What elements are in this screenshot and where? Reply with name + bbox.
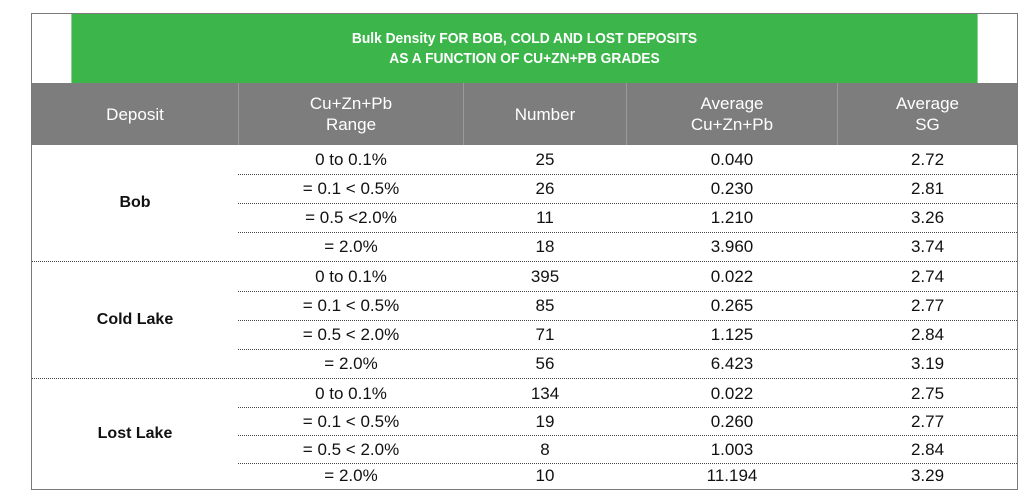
table-row bbox=[32, 379, 1017, 408]
header-average-grade-line-1: Average bbox=[700, 94, 764, 113]
header-average-grade-line-2: Cu+Zn+Pb bbox=[690, 115, 774, 134]
header-range-line-1: Cu+Zn+Pb bbox=[309, 94, 393, 113]
average-sg-cell: 2.74 bbox=[910, 266, 945, 286]
table-row bbox=[32, 291, 1017, 320]
header-average-sg-line-2: SG bbox=[915, 115, 940, 134]
number-cell: 10 bbox=[535, 466, 555, 485]
average-sg-cell: 2.75 bbox=[910, 383, 945, 403]
average-grade-cell: 1.125 bbox=[710, 324, 754, 344]
average-grade-cell: 0.230 bbox=[710, 178, 754, 198]
average-grade-cell: 0.022 bbox=[710, 266, 754, 286]
average-sg-cell: 3.26 bbox=[910, 207, 945, 227]
average-grade-cell: 3.960 bbox=[710, 236, 754, 256]
average-sg-cell: 2.77 bbox=[910, 411, 945, 431]
number-cell: 26 bbox=[535, 178, 555, 198]
number-cell: 71 bbox=[535, 324, 555, 344]
table-row bbox=[32, 262, 1017, 291]
range-cell: = 0.5 < 2.0% bbox=[302, 324, 400, 344]
header-number-text: Number bbox=[514, 104, 576, 124]
deposit-label: Lost Lake bbox=[97, 425, 173, 442]
average-sg-cell: 2.84 bbox=[910, 324, 945, 344]
header-range bbox=[239, 83, 463, 145]
table-header-row bbox=[32, 83, 1017, 145]
table-row bbox=[32, 232, 1017, 261]
header-average-sg bbox=[838, 83, 1017, 145]
header-number bbox=[464, 83, 626, 145]
range-cell: = 2.0% bbox=[324, 466, 378, 485]
range-cell: 0 to 0.1% bbox=[315, 266, 387, 286]
number-cell: 395 bbox=[530, 266, 560, 286]
average-grade-cell: 0.022 bbox=[710, 383, 754, 403]
table-row bbox=[32, 320, 1017, 349]
average-grade-cell: 0.040 bbox=[710, 149, 754, 169]
table-title bbox=[71, 14, 977, 83]
number-cell: 56 bbox=[535, 353, 555, 373]
number-cell: 18 bbox=[535, 236, 555, 256]
average-grade-cell: 6.423 bbox=[710, 353, 754, 373]
table-row bbox=[32, 145, 1017, 174]
header-range-line-2: Range bbox=[325, 115, 377, 134]
table-title-line-2: AS A FUNCTION OF CU+ZN+PB GRADES bbox=[389, 49, 660, 67]
average-sg-cell: 3.74 bbox=[910, 236, 945, 256]
header-deposit-text: Deposit bbox=[106, 104, 164, 124]
average-grade-cell: 0.265 bbox=[710, 295, 754, 315]
table-row bbox=[32, 349, 1017, 378]
table-row bbox=[32, 174, 1017, 203]
average-sg-cell: 3.29 bbox=[910, 466, 945, 485]
average-grade-cell: 1.003 bbox=[710, 439, 754, 459]
number-cell: 11 bbox=[536, 207, 554, 227]
bulk-density-table bbox=[31, 13, 1018, 490]
number-cell: 25 bbox=[535, 149, 555, 169]
table-title-line-1: Bulk Density FOR BOB, COLD AND LOST DEPOSITS bbox=[351, 29, 698, 47]
average-grade-cell: 0.260 bbox=[710, 411, 754, 431]
header-average-sg-line-1: Average bbox=[895, 94, 959, 113]
range-cell: = 0.1 < 0.5% bbox=[302, 295, 400, 315]
range-cell: = 0.1 < 0.5% bbox=[302, 411, 400, 431]
table-row bbox=[32, 463, 1017, 489]
table-row bbox=[32, 407, 1017, 436]
number-cell: 19 bbox=[535, 411, 555, 431]
deposit-label: Bob bbox=[119, 194, 151, 211]
range-cell: = 0.5 <2.0% bbox=[305, 207, 397, 227]
average-sg-cell: 2.72 bbox=[910, 149, 945, 169]
average-sg-cell: 2.77 bbox=[910, 295, 945, 315]
header-average-grade bbox=[627, 83, 837, 145]
range-cell: 0 to 0.1% bbox=[315, 149, 387, 169]
range-cell: 0 to 0.1% bbox=[315, 383, 387, 403]
average-sg-cell: 2.84 bbox=[910, 439, 945, 459]
number-cell: 8 bbox=[540, 439, 550, 459]
range-cell: = 2.0% bbox=[324, 353, 378, 373]
average-grade-cell: 11.194 bbox=[706, 466, 758, 485]
average-sg-cell: 3.19 bbox=[910, 353, 945, 373]
header-deposit bbox=[32, 83, 238, 145]
average-grade-cell: 1.210 bbox=[710, 207, 754, 227]
number-cell: 85 bbox=[535, 295, 555, 315]
range-cell: = 2.0% bbox=[324, 236, 378, 256]
range-cell: = 0.5 < 2.0% bbox=[302, 439, 400, 459]
average-sg-cell: 2.81 bbox=[910, 178, 945, 198]
table-row bbox=[32, 435, 1017, 464]
deposit-label: Cold Lake bbox=[96, 311, 174, 328]
range-cell: = 0.1 < 0.5% bbox=[302, 178, 400, 198]
number-cell: 134 bbox=[530, 383, 560, 403]
table-row bbox=[32, 203, 1017, 232]
